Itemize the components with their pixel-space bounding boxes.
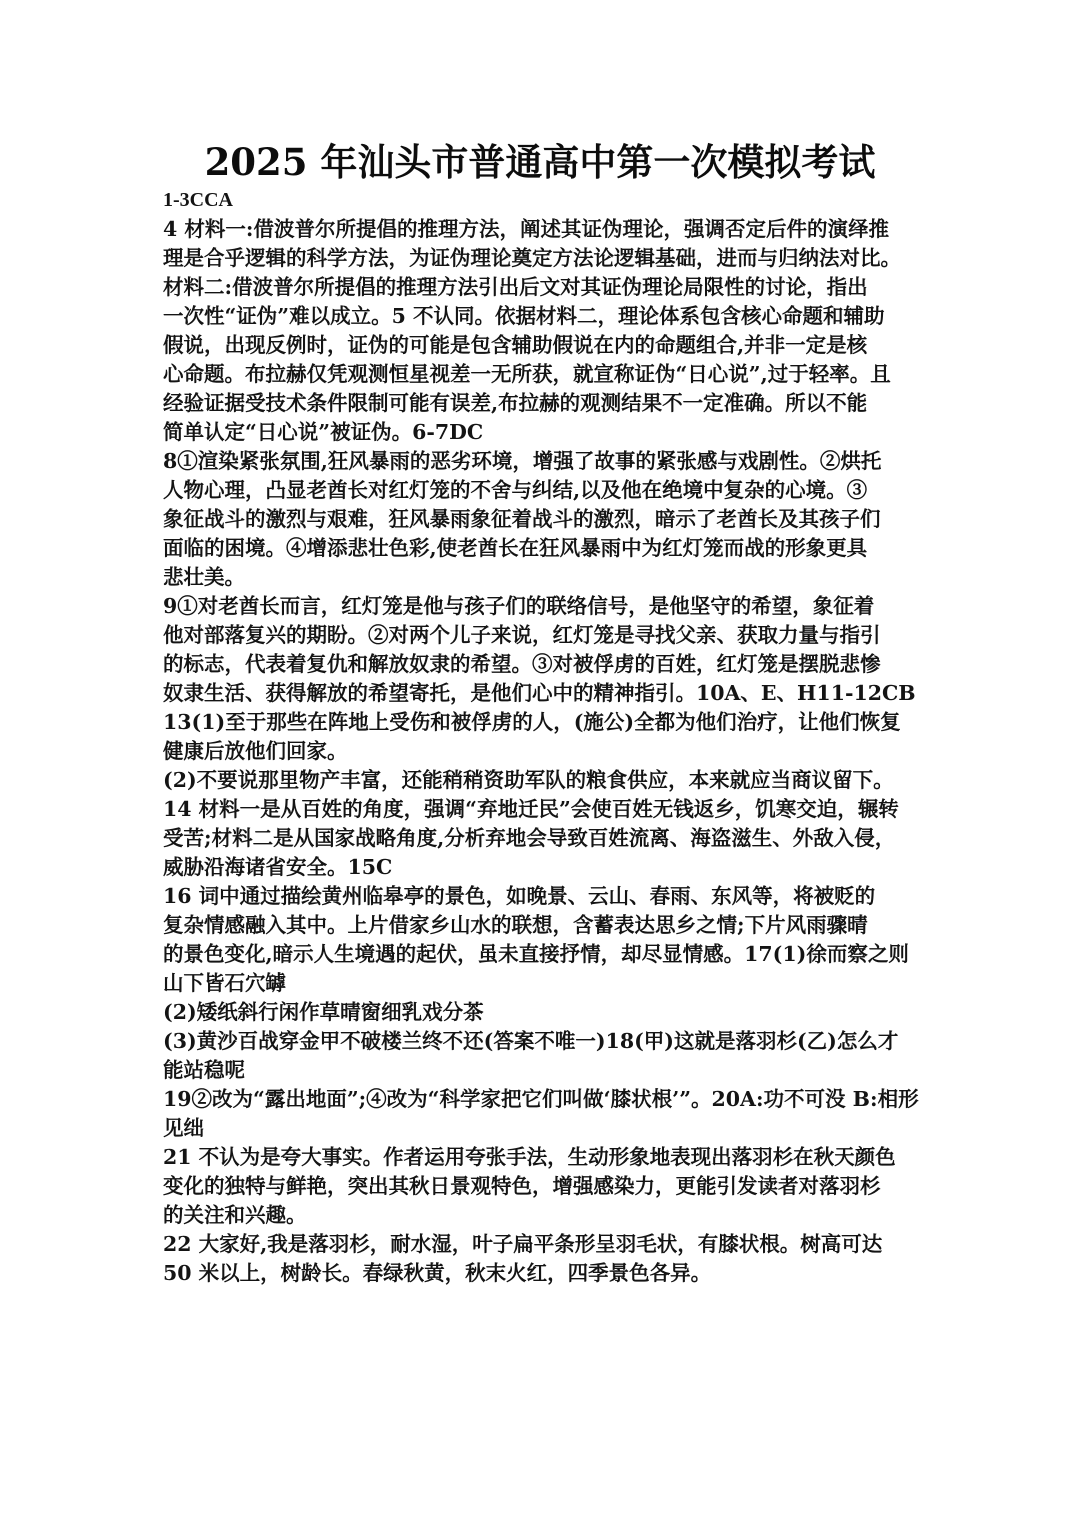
- document-title: 2025 年汕头市普通高中第一次模拟考试: [204, 140, 876, 184]
- text-line: 50 米以上，树龄长。春绿秋黄，秋末火红，四季景色各异。: [163, 1261, 712, 1285]
- text-line: 的景色变化,暗示人生境遇的起伏，虽未直接抒情，却尽显情感。17(1)徐而察之则: [163, 942, 909, 966]
- text-line: 经验证据受技术条件限制可能有误差,布拉赫的观测结果不一定准确。所以不能: [163, 391, 868, 415]
- text-line: 理是合乎逻辑的科学方法，为证伪理论奠定方法论逻辑基础，进而与归纳法对比。: [163, 246, 901, 270]
- text-line: 19②改为“露出地面”;④改为“科学家把它们叫做‘膝状根’”。20A:功不可没 B:相形: [163, 1087, 919, 1111]
- text-line: 山下皆石穴罅: [163, 971, 286, 995]
- text-line: 变化的独特与鲜艳，突出其秋日景观特色，增强感染力，更能引发读者对落羽杉: [163, 1174, 881, 1198]
- text-line: 16 词中通过描绘黄州临皋亭的景色，如晚景、云山、春雨、东风等，将被贬的: [163, 884, 876, 908]
- text-line: 悲壮美。: [163, 565, 245, 589]
- text-line: 的标志，代表着复仇和解放奴隶的希望。③对被俘虏的百姓，红灯笼是摆脱悲惨: [163, 652, 881, 676]
- text-line: 13(1)至于那些在阵地上受伤和被俘虏的人，(施公)全都为他们治疗，让他们恢复: [163, 710, 901, 734]
- text-line: 的关注和兴趣。: [163, 1203, 307, 1227]
- text-line: 8①渲染紧张氛围,狂风暴雨的恶劣环境，增强了故事的紧张感与戏剧性。②烘托: [163, 449, 882, 473]
- text-line: (2)矮纸斜行闲作草晴窗细乳戏分茶: [163, 1000, 484, 1024]
- text-line: 14 材料一是从百姓的角度，强调“弃地迁民”会使百姓无钱返乡，饥寒交迫，辗转: [163, 797, 899, 821]
- text-line: 9①对老酋长而言，红灯笼是他与孩子们的联络信号，是他坚守的希望，象征着: [163, 594, 875, 618]
- text-line: 21 不认为是夸大事实。作者运用夸张手法，生动形象地表现出落羽杉在秋天颜色: [163, 1145, 896, 1169]
- text-line: 奴隶生活、获得解放的希望寄托，是他们心中的精神指引。10A、E、H11-12CB: [163, 681, 916, 705]
- text-line: (3)黄沙百战穿金甲不破楼兰终不还(答案不唯一)18(甲)这就是落羽杉(乙)怎么才: [163, 1029, 899, 1053]
- text-line: 人物心理，凸显老酋长对红灯笼的不舍与纠结,以及他在绝境中复杂的心境。③: [163, 478, 868, 502]
- text-line: 1-3CCA: [163, 189, 233, 211]
- text-line: (2)不要说那里物产丰富，还能稍稍资助军队的粮食供应，本来就应当商议留下。: [163, 768, 894, 792]
- text-line: 见绌: [163, 1116, 204, 1140]
- text-line: 简单认定“日心说”被证伪。6-7DC: [163, 420, 484, 444]
- text-line: 受苦;材料二是从国家战略角度,分析弃地会导致百姓流离、海盗滋生、外敌入侵，: [163, 826, 896, 850]
- text-line: 能站稳呢: [163, 1058, 245, 1082]
- text-line: 4 材料一:借波普尔所提倡的推理方法，阐述其证伪理论，强调否定后件的演绎推: [163, 217, 889, 241]
- answer-key-body: [163, 186, 923, 1288]
- text-line: 材料二:借波普尔所提倡的推理方法引出后文对其证伪理论局限性的讨论，指出: [163, 275, 868, 299]
- text-line: 复杂情感融入其中。上片借家乡山水的联想，含蓄表达思乡之情;下片风雨骤晴: [163, 913, 868, 937]
- text-line: 假说，出现反例时，证伪的可能是包含辅助假说在内的命题组合,并非一定是核: [163, 333, 868, 357]
- text-line: 象征战斗的激烈与艰难，狂风暴雨象征着战斗的激烈，暗示了老酋长及其孩子们: [163, 507, 881, 531]
- text-line: 威胁沿海诸省安全。15C: [163, 855, 393, 879]
- text-line: 他对部落复兴的期盼。②对两个儿子来说，红灯笼是寻找父亲、获取力量与指引: [163, 623, 881, 647]
- text-line: 22 大家好,我是落羽杉，耐水湿，叶子扁平条形呈羽毛状，有膝状根。树高可达: [163, 1232, 883, 1256]
- text-line: 一次性“证伪”难以成立。5 不认同。依据材料二，理论体系包含核心命题和辅助: [163, 304, 885, 328]
- text-line: 健康后放他们回家。: [163, 739, 348, 763]
- text-line: 面临的困境。④增添悲壮色彩,使老酋长在狂风暴雨中为红灯笼而战的形象更具: [163, 536, 868, 560]
- text-line: 心命题。布拉赫仅凭观测恒星视差一无所获，就宣称证伪“日心说”,过于轻率。且: [163, 362, 891, 386]
